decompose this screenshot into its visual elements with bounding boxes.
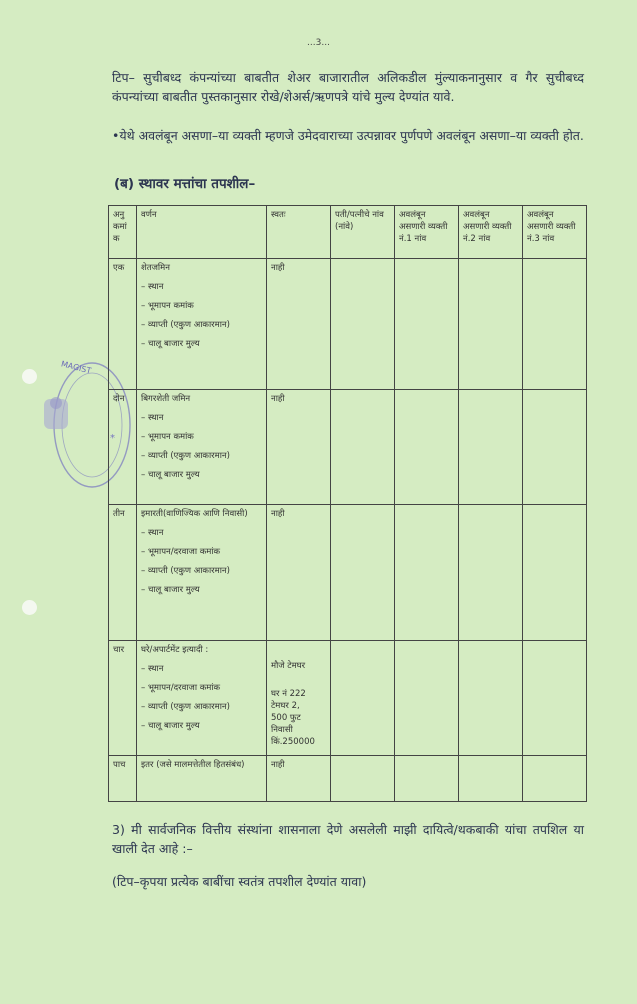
row-item: – व्याप्ती (एकुण आकारमान) bbox=[141, 451, 230, 461]
svg-text:*: * bbox=[110, 433, 115, 444]
table-row bbox=[109, 756, 587, 802]
property-value: किं.250000 bbox=[271, 737, 315, 747]
svg-text:MAGIST: MAGIST bbox=[60, 359, 93, 376]
row-dependent-2-cell bbox=[459, 641, 523, 756]
property-house-number: घर नं 222 टेमघर 2, bbox=[271, 689, 306, 711]
row-dependent-3-cell bbox=[523, 259, 587, 390]
row-description bbox=[137, 756, 267, 802]
row-item: – व्याप्ती (एकुण आकारमान) bbox=[141, 702, 230, 712]
row-item: – स्थान bbox=[141, 282, 164, 292]
row-dependent-1-cell bbox=[395, 756, 459, 802]
row-description bbox=[137, 259, 267, 390]
row-serial: दोन bbox=[109, 390, 137, 505]
row-spouse-cell bbox=[331, 259, 395, 390]
row-item: – स्थान bbox=[141, 664, 164, 674]
row-item: – भूमापन कमांक bbox=[141, 432, 194, 442]
row-title: इमारती(वाणिज्यिक आणि निवासी) bbox=[141, 509, 248, 519]
row-dependent-1-cell bbox=[395, 641, 459, 756]
row-item: – चालू बाजार मुल्य bbox=[141, 721, 200, 731]
dependent-persons-note: •येथे अवलंबून असणा–या व्यक्ती म्हणजे उमेदवाराच्या उत्पन्नावर पुर्णपणे अवलंबून असणा–या व्यक्ती होत. bbox=[112, 128, 584, 143]
row-title: बिगरशेती जमिन bbox=[141, 394, 191, 404]
row-dependent-2-cell bbox=[459, 390, 523, 505]
property-location: मौजे टेमघर bbox=[271, 661, 306, 671]
row-self-value: नाही bbox=[267, 505, 331, 641]
row-self-value: नाही bbox=[267, 756, 331, 802]
row-dependent-3-cell bbox=[523, 390, 587, 505]
row-description bbox=[137, 505, 267, 641]
punch-hole-bottom bbox=[22, 600, 37, 615]
table-row bbox=[109, 390, 587, 505]
liabilities-statement: 3) मी सार्वजनिक वित्तीय संस्थांना शासनाला देणे असलेली माझी दायित्वे/थकबाकी यांचा तपशिल या खाली देत आहे :– bbox=[112, 822, 584, 856]
immovable-assets-table bbox=[108, 205, 587, 802]
row-description bbox=[137, 390, 267, 505]
row-spouse-cell bbox=[331, 390, 395, 505]
row-item: – भूमापन कमांक bbox=[141, 301, 194, 311]
row-dependent-1-cell bbox=[395, 390, 459, 505]
property-type: निवासी bbox=[271, 725, 293, 735]
row-title: शेतजमिन bbox=[141, 263, 170, 273]
punch-hole-top bbox=[22, 369, 37, 384]
row-serial: तीन bbox=[109, 505, 137, 641]
row-self-value: नाही bbox=[267, 390, 331, 505]
row-serial: चार bbox=[109, 641, 137, 756]
row-dependent-3-cell bbox=[523, 756, 587, 802]
row-dependent-3-cell bbox=[523, 505, 587, 641]
row-description bbox=[137, 641, 267, 756]
table-header-row bbox=[109, 206, 587, 259]
row-spouse-cell bbox=[331, 505, 395, 641]
row-item: – स्थान bbox=[141, 528, 164, 538]
row-item: – भूमापन/दरवाजा कमांक bbox=[141, 683, 221, 693]
row-serial: एक bbox=[109, 259, 137, 390]
header-description: वर्णन bbox=[137, 206, 267, 259]
header-dependent-1: अवलंबून असणारी व्यक्ती नं.1 नांव bbox=[395, 206, 459, 259]
header-dependent-2: अवलंबून असणारी व्यक्ती नं.2 नांव bbox=[459, 206, 523, 259]
row-item: – स्थान bbox=[141, 413, 164, 423]
row-item: – भूमापन/दरवाजा कमांक bbox=[141, 547, 221, 557]
table-row bbox=[109, 259, 587, 390]
header-serial: अनु कमां क bbox=[109, 206, 137, 259]
header-spouse: पती/पत्नीचे नांव (नांवे) bbox=[331, 206, 395, 259]
immovable-assets-heading: (ब) स्थावर मत्तांचा तपशील– bbox=[114, 176, 256, 192]
row-item: – चालू बाजार मुल्य bbox=[141, 339, 200, 349]
row-dependent-2-cell bbox=[459, 505, 523, 641]
property-area: 500 फुट bbox=[271, 713, 301, 723]
row-dependent-2-cell bbox=[459, 259, 523, 390]
share-valuation-note: टिप– सुचीबध्द कंपन्यांच्या बाबतीत शेअर बाजारातील अलिकडील मुंल्याकनानुसार व गैर सुचीबध्द कंपन्यांच्या बाबतीत पुस्तकानुसार रोखे/शेअर्स/ऋणपत्रे यांचे मुल्य देण्यांत यावे. bbox=[112, 70, 584, 104]
row-spouse-cell bbox=[331, 756, 395, 802]
row-dependent-1-cell bbox=[395, 505, 459, 641]
table-row bbox=[109, 641, 587, 756]
row-dependent-1-cell bbox=[395, 259, 459, 390]
row-title: घरे/अपार्टमेंट इत्यादी : bbox=[141, 645, 209, 655]
row-item: – चालू बाजार मुल्य bbox=[141, 470, 200, 480]
row-title: इतर (जसे मालमत्तेतील हितसंबंध) bbox=[141, 760, 245, 770]
row-spouse-cell bbox=[331, 641, 395, 756]
header-dependent-3: अवलंबून असणारी व्यक्ती नं.3 नांव bbox=[523, 206, 587, 259]
row-self-value: नाही bbox=[267, 259, 331, 390]
detail-request-note: (टिप–कृपया प्रत्येक बाबींचा स्वतंत्र तपशील देण्यांत यावा) bbox=[112, 874, 367, 889]
row-item: – चालू बाजार मुल्य bbox=[141, 585, 200, 595]
header-self: स्वतः bbox=[267, 206, 331, 259]
row-self-value bbox=[267, 641, 331, 756]
row-item: – व्याप्ती (एकुण आकारमान) bbox=[141, 320, 230, 330]
row-dependent-3-cell bbox=[523, 641, 587, 756]
row-serial: पाच bbox=[109, 756, 137, 802]
table-row bbox=[109, 505, 587, 641]
row-dependent-2-cell bbox=[459, 756, 523, 802]
row-item: – व्याप्ती (एकुण आकारमान) bbox=[141, 566, 230, 576]
page-number: ...3... bbox=[307, 38, 330, 48]
